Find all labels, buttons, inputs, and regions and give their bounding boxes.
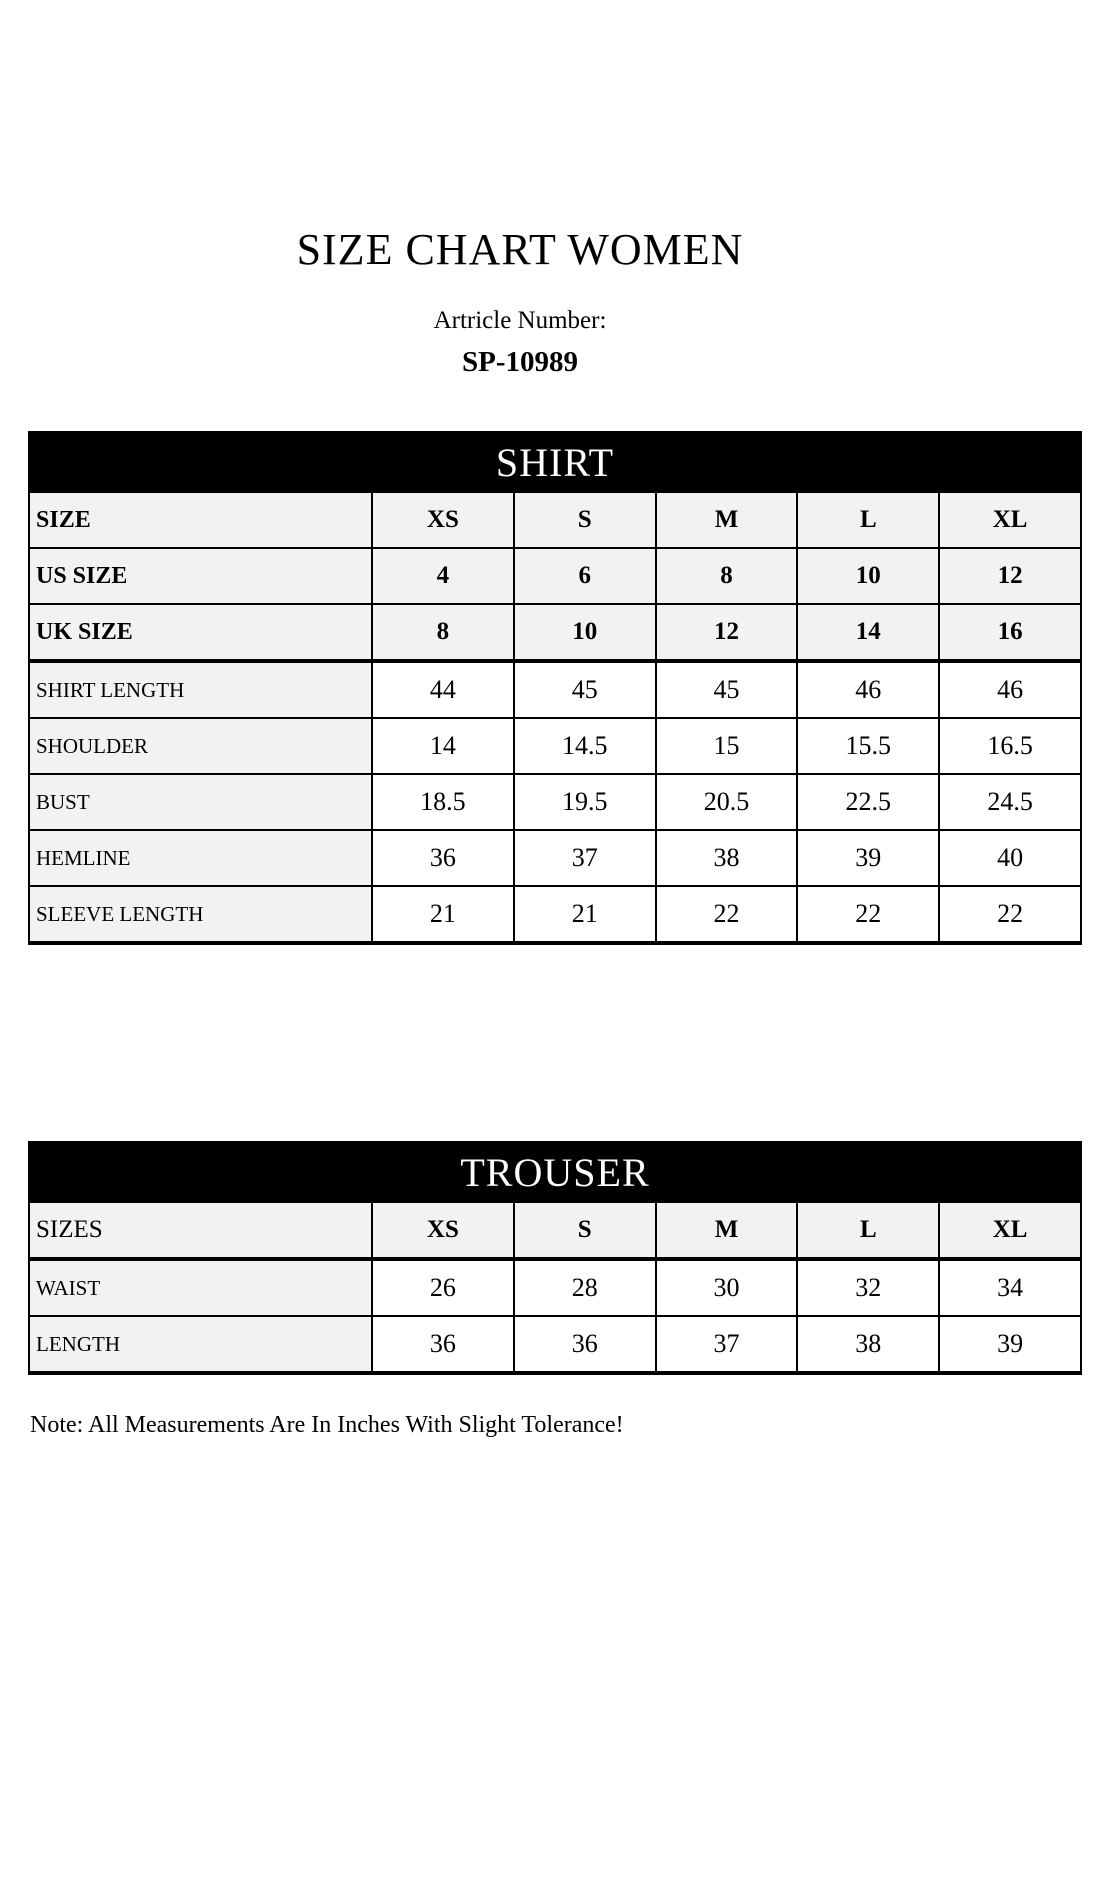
size-cell: XS [372, 492, 514, 548]
measurement-cell: 18.5 [372, 774, 514, 830]
measurement-cell: 15.5 [797, 718, 939, 774]
measurement-cell: 40 [939, 830, 1081, 886]
size-cell: 16 [939, 604, 1081, 661]
size-cell: 6 [514, 548, 656, 604]
row-label: UK SIZE [29, 604, 372, 661]
measurement-cell: 45 [656, 661, 798, 718]
measurement-cell: 22 [797, 886, 939, 943]
measurement-note: Note: All Measurements Are In Inches With Slight Tolerance! [30, 1412, 624, 1438]
size-cell: 12 [656, 604, 798, 661]
table-row-bust [29, 774, 1081, 830]
measurement-cell: 44 [372, 661, 514, 718]
measurement-cell: 36 [514, 1316, 656, 1373]
measurement-cell: 15 [656, 718, 798, 774]
table-row-waist [29, 1259, 1081, 1316]
size-cell: L [797, 1202, 939, 1259]
table-row-size [29, 492, 1081, 548]
measurement-cell: 30 [656, 1259, 798, 1316]
row-label: WAIST [29, 1259, 372, 1316]
size-cell: M [656, 1202, 798, 1259]
trouser-table-title: TROUSER [29, 1142, 1081, 1202]
size-cell: 4 [372, 548, 514, 604]
measurement-cell: 26 [372, 1259, 514, 1316]
measurement-cell: 16.5 [939, 718, 1081, 774]
size-cell: S [514, 1202, 656, 1259]
measurement-cell: 46 [939, 661, 1081, 718]
table-row-hemline [29, 830, 1081, 886]
measurement-cell: 37 [514, 830, 656, 886]
measurement-cell: 37 [656, 1316, 798, 1373]
table-row-sizes [29, 1202, 1081, 1259]
size-cell: 10 [797, 548, 939, 604]
row-label: BUST [29, 774, 372, 830]
row-label: US SIZE [29, 548, 372, 604]
measurement-cell: 28 [514, 1259, 656, 1316]
measurement-cell: 22 [939, 886, 1081, 943]
measurement-cell: 39 [939, 1316, 1081, 1373]
measurement-cell: 22 [656, 886, 798, 943]
measurement-cell: 36 [372, 830, 514, 886]
size-cell: XL [939, 1202, 1081, 1259]
row-label: SLEEVE LENGTH [29, 886, 372, 943]
size-cell: 8 [656, 548, 798, 604]
size-cell: XS [372, 1202, 514, 1259]
measurement-cell: 38 [656, 830, 798, 886]
row-label: SHOULDER [29, 718, 372, 774]
size-cell: M [656, 492, 798, 548]
header-block [28, 225, 1012, 378]
page-title: SIZE CHART WOMEN [296, 225, 744, 274]
table-row-uk-size [29, 604, 1081, 661]
trouser-size-table [28, 1141, 1082, 1375]
measurement-cell: 22.5 [797, 774, 939, 830]
table-row-us-size [29, 548, 1081, 604]
size-cell: 8 [372, 604, 514, 661]
measurement-cell: 45 [514, 661, 656, 718]
measurement-cell: 39 [797, 830, 939, 886]
shirt-size-table [28, 431, 1082, 945]
size-cell: S [514, 492, 656, 548]
table-row-shoulder [29, 718, 1081, 774]
size-cell: 10 [514, 604, 656, 661]
row-label: SIZES [29, 1202, 372, 1259]
measurement-cell: 38 [797, 1316, 939, 1373]
table-row-length [29, 1316, 1081, 1373]
measurement-cell: 34 [939, 1259, 1081, 1316]
measurement-cell: 14.5 [514, 718, 656, 774]
article-number-label: Artricle Number: [433, 307, 607, 334]
shirt-table-header-row [29, 432, 1081, 492]
measurement-cell: 19.5 [514, 774, 656, 830]
measurement-cell: 46 [797, 661, 939, 718]
measurement-cell: 24.5 [939, 774, 1081, 830]
row-label: HEMLINE [29, 830, 372, 886]
measurement-cell: 14 [372, 718, 514, 774]
table-row-sleeve-length [29, 886, 1081, 943]
size-cell: XL [939, 492, 1081, 548]
measurement-cell: 36 [372, 1316, 514, 1373]
row-label: LENGTH [29, 1316, 372, 1373]
size-cell: 12 [939, 548, 1081, 604]
measurement-cell: 21 [514, 886, 656, 943]
row-label: SIZE [29, 492, 372, 548]
trouser-table-header-row [29, 1142, 1081, 1202]
article-number-value: SP-10989 [462, 346, 578, 378]
shirt-table-title: SHIRT [29, 432, 1081, 492]
row-label: SHIRT LENGTH [29, 661, 372, 718]
table-row-shirt-length [29, 661, 1081, 718]
size-cell: 14 [797, 604, 939, 661]
size-cell: L [797, 492, 939, 548]
measurement-cell: 32 [797, 1259, 939, 1316]
measurement-cell: 21 [372, 886, 514, 943]
measurement-cell: 20.5 [656, 774, 798, 830]
